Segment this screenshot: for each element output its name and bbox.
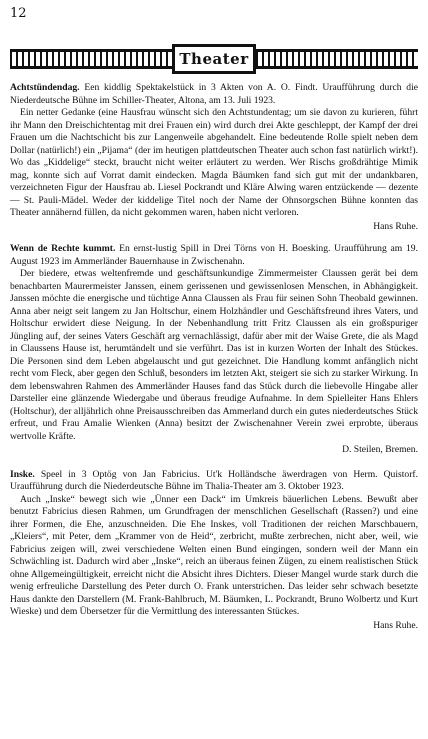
article-body: Der biedere, etwas weltenfremde und geschäftsunkundige Zimmermeister Claussen gerät bei dem benachbarten Maurermeister Janssen, einem gerissenen und gewissenlosen Menschen, in Abhängigkeit. Janssen möchte die energische und tüchtige Anna Claussen als Frau für seinen Sohn Theobald gewinnen. Anna aber neigt seit langem zu Jan Holtschur, einem Holzhändler und Geschäftsfreund ihres Vaters, und Holtschur erwidert diese Neigung. In der Nebenhandlung tritt Fritz Claussen als ein großspuriger Jüngling auf, der seines Vaters Geschäft arg vernachlässigt, dafür aber mit der Waise Grete, die als Magd in Claussens Hause ist, herumtändelt und sie verführt. Das ist in kurzen Worten der Inhalt des Stückes. Die Personen sind dem Leben abgelauscht und gut gezeichnet. Die Handlung kommt anfänglich nicht recht vom Fleck, aber gegen den Schluß, besonders im letzten Akt, steigert sie sich zu starker Wirkung. In dem lebenswahren Rahmen des Ammerländer Hauses fand das Stück durch die liebevolle Hingabe aller Darsteller eine glänzende Wiedergabe und überaus freudige Aufnahme. In dem Spielleiter Hans Ehlers (Holtschur), der alljährlich ohne Preisausschreiben das Ammerland durch ein gutes niederdeutsches Stück erfreut, und Frau Amalie Wienken (Anna) besitzt der Zwischenahner Verein zwei erprobte, überaus wertvolle Kräfte. (10, 268, 418, 442)
article-wenn-de-rechte-kummt (10, 243, 418, 457)
article-signature: D. Steilen, Bremen. (342, 444, 418, 455)
article-inske (10, 469, 418, 633)
article-signature: Hans Ruhe. (373, 619, 418, 631)
article-column (10, 82, 418, 640)
article-intro (10, 243, 418, 268)
article-intro (10, 82, 418, 107)
article-intro (10, 469, 418, 494)
article-intro-text: Een kiddlig Spektakelstück in 3 Akten von A. O. Findt. Uraufführung durch die Niederdeutsche Bühne im Schiller-Theater, Altona, am 13. Juli 1923. (10, 82, 418, 106)
article-body: Ein netter Gedanke (eine Hausfrau wünscht sich den Achtstundentag; um sie davon zu kurieren, führt ihr Mann den Dreischichtentag mit drei Frauen ein) wird durch drei Akte geschleppt, der Kampf der drei Frauen um die Nachtschicht bis zur Langenweile abgehandelt. Eine bedeutende Rolle spielt neben dem Dollar (natürlich!) ein „Pijama“ (der im heutigen plattdeutschen Theater auch schon fast natürlich wirkt!). Wo das „Kiddelige“ steckt, braucht nicht weiter erläutert zu werden. Wer Rischs großdrähtige Mimik mag, konnte sich auf Vorrat damit eindecken. Magda Bäumken fand sich gut mit der undankbaren, verzeichneten Figur der Hausfrau ab. Liesel Pockrandt und Kläre Alwing waren entzückende — dezente — St. Pauli-Mädel. Weder der kiddelige Titel noch der Name der Ohnsorgschen Bühne konnten das Theater annähernd füllen, da nicht gekommen waren, haben nicht verloren. (10, 107, 418, 218)
section-header (10, 44, 418, 74)
article-signature: Hans Ruhe. (373, 220, 418, 232)
article-title: Achtstündendag. (10, 82, 80, 93)
article-title: Wenn de Rechte kummt. (10, 243, 116, 254)
section-title: Theater (172, 44, 256, 74)
article-achtstuendendag (10, 82, 418, 233)
page-number: 12 (10, 6, 27, 21)
ornament-right (256, 49, 418, 69)
article-body: Auch „Inske“ bewegt sich wie „Ünner een Dack“ im Umkreis bäuerlichen Lebens. Bewußt aber benutzt Fabricius diesen Rahmen, um Grundfragen der menschlichen Gesellschaft (Rassen?) und eine ihrer Formen, die Ehe, anzuschneiden. Die Ehe Inskes, voll Traditionen der reichen Marschbauern, „Kleiers“, mit Peter, dem „Krammer von de Heid“, zerbricht, mußte zerbrechen, nicht aber, weil, wie Fabricius zeigen will, zwei verschiedene Welten einen Bund eingingen, sondern weil der Mann ein Schwächling ist. Dadurch wird aber „Inske“, reich an überaus feinen Zügen, zu einem realistischen Stück ohne Allgemeingültigkeit, erreicht nicht die Absicht ihres Dichters. Dieser Mangel wurde stark durch die wenig erfreuliche Darstellung des Peter durch O. Frank unterstrichen. Das leider sehr schwach besetzte Haus dankte den Darstellern (M. Frank-Bahlbruch, M. Bäumken, L. Pockrandt, Bruno Wolbertz und Kurt Wieske) und dem Übersetzer für die Vermittlung des interessanten Stückes. (10, 493, 418, 617)
ornament-left (10, 49, 172, 69)
article-intro-text: Speel in 3 Optög von Jan Fabricius. Ut'k Holländsche äwerdragen von Herm. Quistorf. Uraufführung durch die Niederdeutsche Bühne im Thalia-Theater am 3. Oktober 1923. (10, 468, 418, 492)
article-intro-text: En ernst-lustig Spill in Drei Törns von H. Boesking. Uraufführung am 19. August 1923 im Ammerländer Bauernhause in Zwischenahn. (10, 243, 418, 267)
article-title: Inske. (10, 468, 35, 480)
